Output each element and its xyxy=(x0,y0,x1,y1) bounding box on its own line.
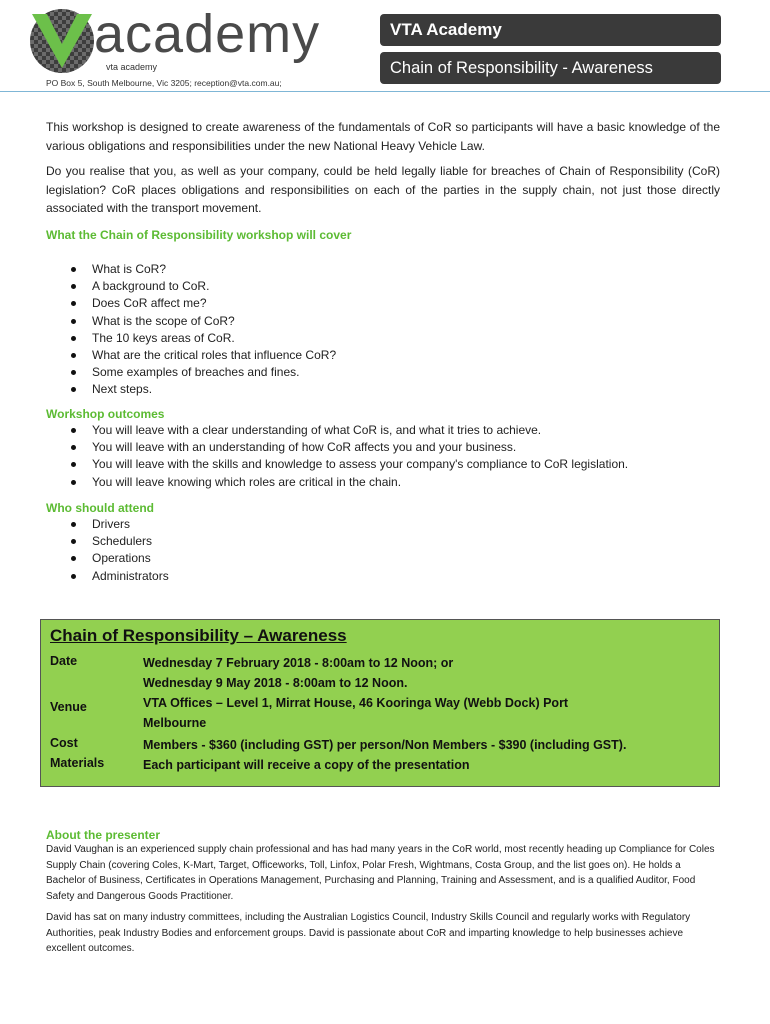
attend-list xyxy=(46,516,720,585)
list-item: The 10 keys areas of CoR. xyxy=(46,330,720,347)
address: PO Box 5, South Melbourne, Vic 3205; reception@vta.com.au; xyxy=(46,78,282,88)
intro-paragraph-1: This workshop is designed to create awareness of the fundamentals of CoR so participants will have a basic knowledge of the various obligations and responsibilities under the new National Heavy Vehicle Law. xyxy=(46,120,720,153)
date-value-1: Wednesday 7 February 2018 - 8:00am to 12 Noon; or xyxy=(143,656,454,670)
list-item: Operations xyxy=(46,550,720,567)
details-title: Chain of Responsibility – Awareness xyxy=(50,626,347,645)
venue-label: Venue xyxy=(50,700,87,714)
attend-section xyxy=(46,501,720,585)
list-item: Schedulers xyxy=(46,533,720,550)
outcomes-section xyxy=(46,407,720,491)
venue-value: VTA Offices – Level 1, Mirrat House, 46 Kooringa Way (Webb Dock) Port Melbourne xyxy=(143,696,569,730)
cover-section xyxy=(46,228,720,399)
list-item: What are the critical roles that influence CoR? xyxy=(46,347,720,364)
intro-section xyxy=(46,118,720,218)
header-subtitle: Chain of Responsibility - Awareness xyxy=(380,52,721,84)
presenter-section xyxy=(46,828,720,957)
list-item: Drivers xyxy=(46,516,720,533)
logo-subtitle: vta academy xyxy=(106,62,158,72)
details-box xyxy=(40,619,720,787)
list-item: A background to CoR. xyxy=(46,278,720,295)
presenter-heading: About the presenter xyxy=(46,828,161,842)
vta-logo-icon xyxy=(22,8,102,74)
list-item: Some examples of breaches and fines. xyxy=(46,364,720,381)
header-divider xyxy=(0,91,770,92)
list-item: You will leave knowing which roles are critical in the chain. xyxy=(46,474,720,491)
cost-label: Cost xyxy=(50,736,78,750)
date-label: Date xyxy=(50,654,78,668)
outcomes-heading: Workshop outcomes xyxy=(46,407,165,421)
list-item: You will leave with an understanding of how CoR affects you and your business. xyxy=(46,439,720,456)
header-title: VTA Academy xyxy=(380,14,721,46)
list-item: What is the scope of CoR? xyxy=(46,313,720,330)
logo-wordmark: academy xyxy=(94,4,321,64)
attend-heading: Who should attend xyxy=(46,501,154,515)
list-item: You will leave with a clear understanding of what CoR is, and what it tries to achieve. xyxy=(46,422,720,439)
list-item: Administrators xyxy=(46,568,720,585)
outcomes-list xyxy=(46,422,720,491)
intro-paragraph-2: Do you realise that you, as well as your company, could be held legally liable for breaches of Chain of Responsibility (CoR) legislation? CoR places obligations and responsibilities on each of the parties in the supply chain, not just those directly associated with the transport movement. xyxy=(46,164,720,215)
list-item: Does CoR affect me? xyxy=(46,295,720,312)
logo xyxy=(22,4,322,92)
cover-list xyxy=(46,261,720,399)
date-value-2: Wednesday 9 May 2018 - 8:00am to 12 Noon. xyxy=(143,676,408,690)
cover-heading: What the Chain of Responsibility workshop will cover xyxy=(46,228,352,242)
materials-value: Each participant will receive a copy of the presentation xyxy=(143,758,470,772)
list-item: What is CoR? xyxy=(46,261,720,278)
list-item: You will leave with the skills and knowledge to assess your company's compliance to CoR legislation. xyxy=(46,456,720,473)
list-item: Next steps. xyxy=(46,381,720,398)
materials-label: Materials xyxy=(50,756,105,770)
presenter-paragraph-1: David Vaughan is an experienced supply chain professional and has had many years in the CoR world, most recently heading up Compliance for Coles Supply Chain (covering Coles, K-Mart, Target, Officeworks, Toll, Linfox, Polar Fresh, Wightmans, Costa Group, and the list goes on). He holds a Bachelor of Business, Certificates in Operations Management, Purchasing and Planning, Training and Assessment, and is a qualified Auditor, Food Safety and Dangerous Goods Practitioner. xyxy=(46,844,715,902)
presenter-paragraph-2: David has sat on many industry committees, including the Australian Logistics Council, Industry Skills Council and regularly works with Regulatory Authorities, peak Industry Bodies and enforcement groups. David is passionate about CoR and imparting knowledge to help businesses achieve excellent outcomes. xyxy=(46,912,691,954)
cost-value: Members - $360 (including GST) per person/Non Members - $390 (including GST). xyxy=(143,738,627,752)
